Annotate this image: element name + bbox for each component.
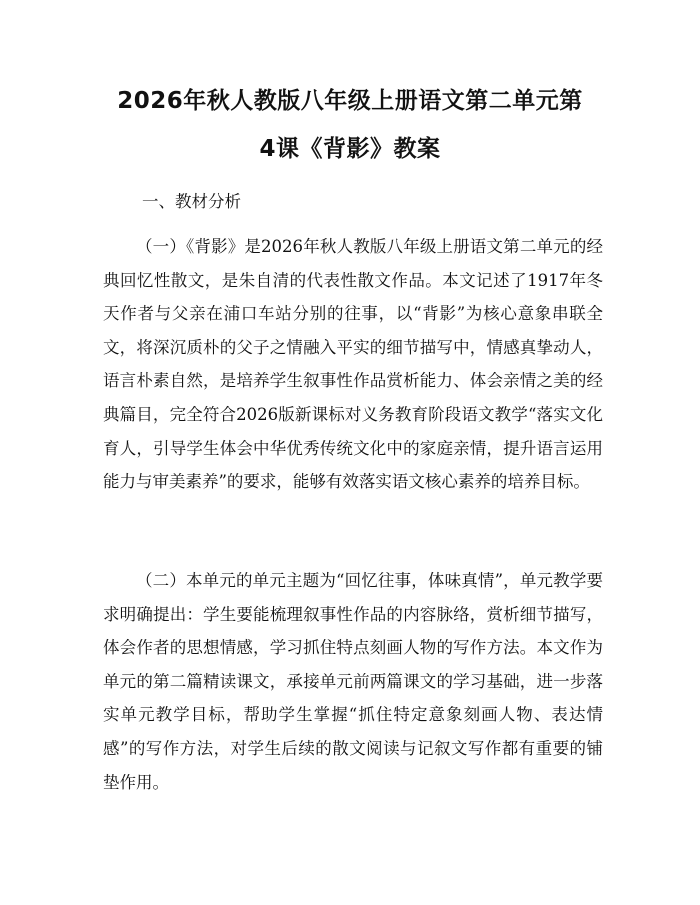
paragraph-1: （一）《背影》是2026年秋人教版八年级上册语文第二单元的经典回忆性散文，是朱自清的代表性散文作品。本文记述了1917年冬天作者与父亲在浦口车站分别的往事，以“背影”为核心意象串联全文，将深沉质朴的父子之情融入平实的细节描写中，情感真挚动人，语言朴素自然，是培养学生叙事性作品赏析能力、体会亲情之美的经典篇目，完全符合2026版新课标对义务教育阶段语文教学“落实文化育人，引导学生体会中华优秀传统文化中的家庭亲情，提升语言运用能力与审美素养”的要求，能够有效落实语文核心素养的培养目标。 — [103, 237, 603, 492]
document-title-line-1: 2026年秋人教版八年级上册语文第二单元第 — [117, 88, 583, 114]
document-title-line-2: 4课《背影》教案 — [259, 136, 441, 162]
section-heading-textbook-analysis: 一、教材分析 — [142, 192, 241, 211]
paragraph-2: （二）本单元的单元主题为“回忆往事，体味真情”，单元教学要求明确提出：学生要能梳理叙事性作品的内容脉络，赏析细节描写，体会作者的思想情感，学习抓住特点刻画人物的写作方法。本文作为单元的第二篇精读课文，承接单元前两篇课文的学习基础，进一步落实单元教学目标，帮助学生掌握“抓住特定意象刻画人物、表达情感”的写作方法，对学生后续的散文阅读与记叙文写作都有重要的铺垫作用。 — [103, 571, 603, 792]
